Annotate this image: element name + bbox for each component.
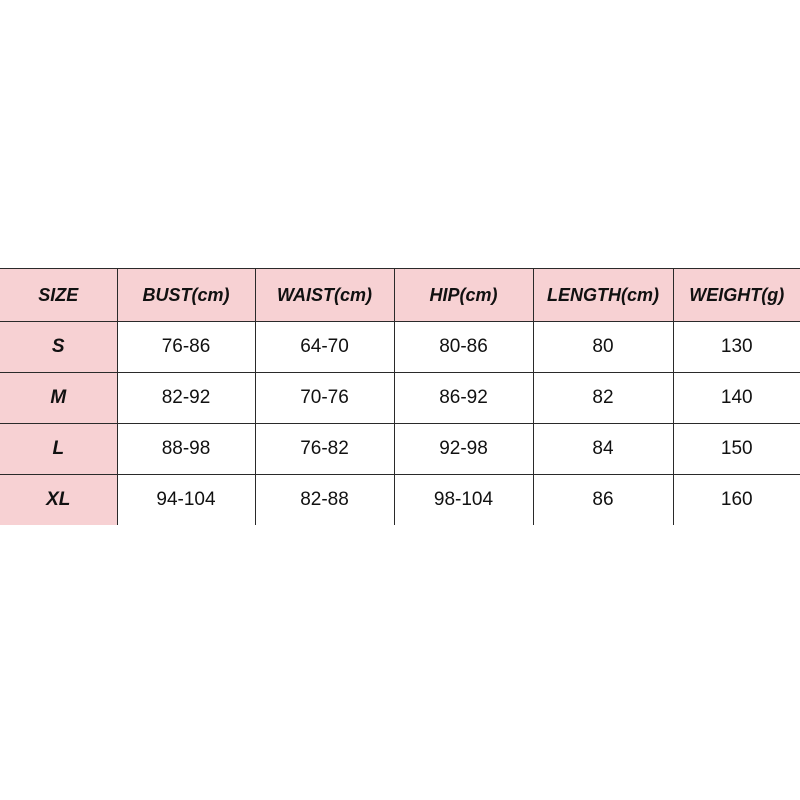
column-header-weight: WEIGHT(g) [673,269,800,322]
weight-cell: 140 [673,373,800,424]
column-header-length: LENGTH(cm) [533,269,673,322]
weight-cell: 130 [673,322,800,373]
bust-cell: 88-98 [117,424,255,475]
length-cell: 80 [533,322,673,373]
column-header-waist: WAIST(cm) [255,269,394,322]
bust-cell: 94-104 [117,475,255,526]
column-header-size: SIZE [0,269,117,322]
size-label-cell: M [0,373,117,424]
hip-cell: 80-86 [394,322,533,373]
table-row [0,322,800,373]
size-label-cell: XL [0,475,117,526]
weight-cell: 150 [673,424,800,475]
size-chart-table [0,268,800,525]
waist-cell: 70-76 [255,373,394,424]
bust-cell: 82-92 [117,373,255,424]
hip-cell: 98-104 [394,475,533,526]
column-header-hip: HIP(cm) [394,269,533,322]
waist-cell: 76-82 [255,424,394,475]
hip-cell: 86-92 [394,373,533,424]
length-cell: 82 [533,373,673,424]
header-row [0,269,800,322]
length-cell: 84 [533,424,673,475]
size-label-cell: L [0,424,117,475]
table-row [0,424,800,475]
table-row [0,373,800,424]
column-header-bust: BUST(cm) [117,269,255,322]
table-row [0,475,800,526]
size-label-cell: S [0,322,117,373]
weight-cell: 160 [673,475,800,526]
bust-cell: 76-86 [117,322,255,373]
waist-cell: 82-88 [255,475,394,526]
hip-cell: 92-98 [394,424,533,475]
length-cell: 86 [533,475,673,526]
waist-cell: 64-70 [255,322,394,373]
